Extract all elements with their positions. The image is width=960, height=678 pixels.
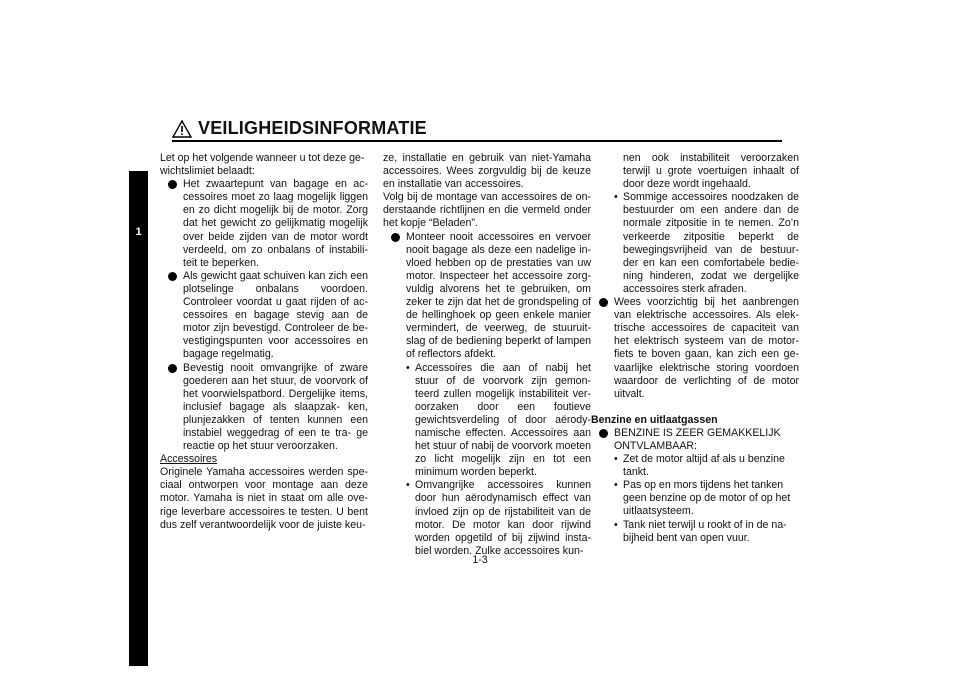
sub-list-item bbox=[591, 519, 799, 545]
bullet-dot-icon bbox=[168, 180, 177, 189]
small-bullet-icon: • bbox=[614, 453, 618, 466]
bullet-dot-icon bbox=[391, 233, 400, 242]
list-item bbox=[160, 270, 368, 362]
bullet-text: Monteer nooit accessoires en vervoer nooit bagage als deze een nadelige in- vloed hebben op de prestaties van uw motor. Inspecteer het accessoire zorg- vuldig alvorens het te gebruiken, om zeker te zijn dat het de grondspeling of de hellinghoek op geen enkele manier vermindert, de veerweg, de stuuruit- slag of de bediening beperkt of lampen of reflectors afdekt. bbox=[406, 230, 591, 361]
bullet-dot-icon bbox=[599, 298, 608, 307]
chapter-number: 1 bbox=[135, 226, 142, 238]
continued-text-block bbox=[591, 152, 799, 191]
sub-bullet-text: Omvangrijke accessoires kunnen door hun aërodynamisch effect van invloed zijn op de rijstabiliteit van de motor. De motor kan door rijwind worden opgetild of bij zijwind insta- biel worden. Zulke accessoires kun- bbox=[415, 479, 591, 557]
section-heading-accessoires: Accessoires bbox=[160, 453, 218, 466]
section-heading-benzine: Benzine en uitlaatgassen bbox=[591, 413, 718, 426]
bullet-dot-icon bbox=[168, 364, 177, 373]
body-text: Volg bij de montage van accessoires de on- derstaande richtlijnen en die vermeld onder het kopje “Beladen”. bbox=[383, 191, 591, 230]
page-number: 1-3 bbox=[472, 554, 488, 566]
column-1 bbox=[160, 152, 368, 532]
body-text: ze, installatie en gebruik van niet-Yamaha accessoires. Wees zorgvuldig bij de keuze en installatie van accessoires. bbox=[383, 152, 591, 191]
sub-list-item bbox=[383, 362, 591, 480]
small-bullet-icon: • bbox=[406, 479, 410, 492]
small-bullet-icon: • bbox=[614, 518, 618, 531]
header-rule bbox=[172, 140, 782, 142]
bullet-dot-icon bbox=[599, 429, 608, 438]
bullet-text: Wees voorzichtig bij het aanbrengen van elektrische accessoires. Als elek- trische accessoires de capaciteit van het elektrisch systeem van de motor- fiets te boven gaan, kan zich een ge- vaarlijke elektrische storing voordoen waardoor de verlichting of de motor uitvalt. bbox=[614, 296, 799, 400]
bullet-text: Als gewicht gaat schuiven kan zich een plotselinge onbalans voordoen. Controleer voordat u gaat rijden of ac- cessoires en bagage stevig aan de motor zijn bevestigd. Controleer de be- vestigingspunten voor accessoires en bagage regelmatig. bbox=[183, 269, 368, 361]
list-item bbox=[591, 427, 799, 453]
bullet-text: BENZINE IS ZEER GEMAKKELIJK ONTVLAMBAAR: bbox=[614, 426, 781, 452]
bullet-dot-icon bbox=[168, 272, 177, 281]
small-bullet-icon: • bbox=[614, 479, 618, 492]
sub-bullet-text: Zet de motor altijd af als u benzine tankt. bbox=[623, 453, 785, 479]
continued-text: nen ook instabiliteit veroorzaken terwijl u grote voertuigen inhaalt of door deze wordt ingehaald. bbox=[623, 152, 799, 191]
section-text: Originele Yamaha accessoires werden spe- ciaal ontworpen voor montage aan deze motor. Yamaha is niet in staat om alle ove- rige leverbare accessoires te testen. U bent dus zelf verantwoordelijk voor de juiste keu- bbox=[160, 466, 368, 531]
sub-bullet-text: Pas op en mors tijdens het tanken geen benzine op de motor of op het uitlaatsysteem. bbox=[623, 479, 791, 518]
small-bullet-icon: • bbox=[614, 191, 618, 204]
column-2 bbox=[383, 152, 591, 558]
list-item bbox=[160, 178, 368, 270]
sub-list-item bbox=[383, 479, 591, 558]
sub-list-item bbox=[591, 191, 799, 296]
list-item bbox=[160, 362, 368, 454]
warning-triangle-icon bbox=[172, 120, 192, 138]
sub-bullet-text: Sommige accessoires noodzaken de bestuurder om een andere dan de normale zitpositie in te nemen. Zo’n verkeerde zitpositie beperkt de bewegingsvrijheid van de bestuur- der en kan een comfortabele bedie- ning hinderen, zodat we dergelijke accessoires sterk afraden. bbox=[623, 191, 799, 295]
bullet-text: Bevestig nooit omvangrijke of zware goederen aan het stuur, de voorvork of het voorwielspatbord. Dergelijke items, inclusief bagage als slaapzak- ken, plunjezakken of tenten kunnen een instabiel weggedrag of een te tra- ge reactie op het stuur veroorzaken. bbox=[183, 361, 368, 453]
bullet-text: Het zwaartepunt van bagage en ac- cessoires moet zo laag mogelijk liggen en zo dicht mogelijk bij de motor. Zorg dat het gewicht zo gelijkmatig mogelijk over beide zijden van de motor wordt verdeeld, om zo onbalans of instabili- teit te beperken. bbox=[183, 178, 368, 269]
small-bullet-icon: • bbox=[406, 361, 410, 374]
chapter-tab bbox=[129, 171, 148, 666]
sub-list-item bbox=[591, 479, 799, 518]
sub-bullet-text: Tank niet terwijl u rookt of in de na- bijheid bent van open vuur. bbox=[623, 518, 787, 544]
page-title: VEILIGHEIDSINFORMATIE bbox=[198, 118, 427, 138]
list-item bbox=[383, 231, 591, 362]
intro-text: Let op het volgende wanneer u tot deze ge- wichtslimiet belaadt: bbox=[160, 152, 365, 178]
sub-bullet-text: Accessoires die aan of nabij het stuur of de voorvork zijn gemon- teerd zullen mogelijk instabiliteit ver- oorzaken door een foutieve gewichtsverdeling of door aërody- namische effecten. Accessoires aan het stuur of nabij de voorvork moeten zo licht mogelijk zijn en tot een minimum worden beperkt. bbox=[415, 361, 591, 479]
list-item bbox=[591, 296, 799, 401]
column-3 bbox=[591, 152, 799, 545]
sub-list-item bbox=[591, 453, 799, 479]
page-header bbox=[172, 118, 427, 139]
